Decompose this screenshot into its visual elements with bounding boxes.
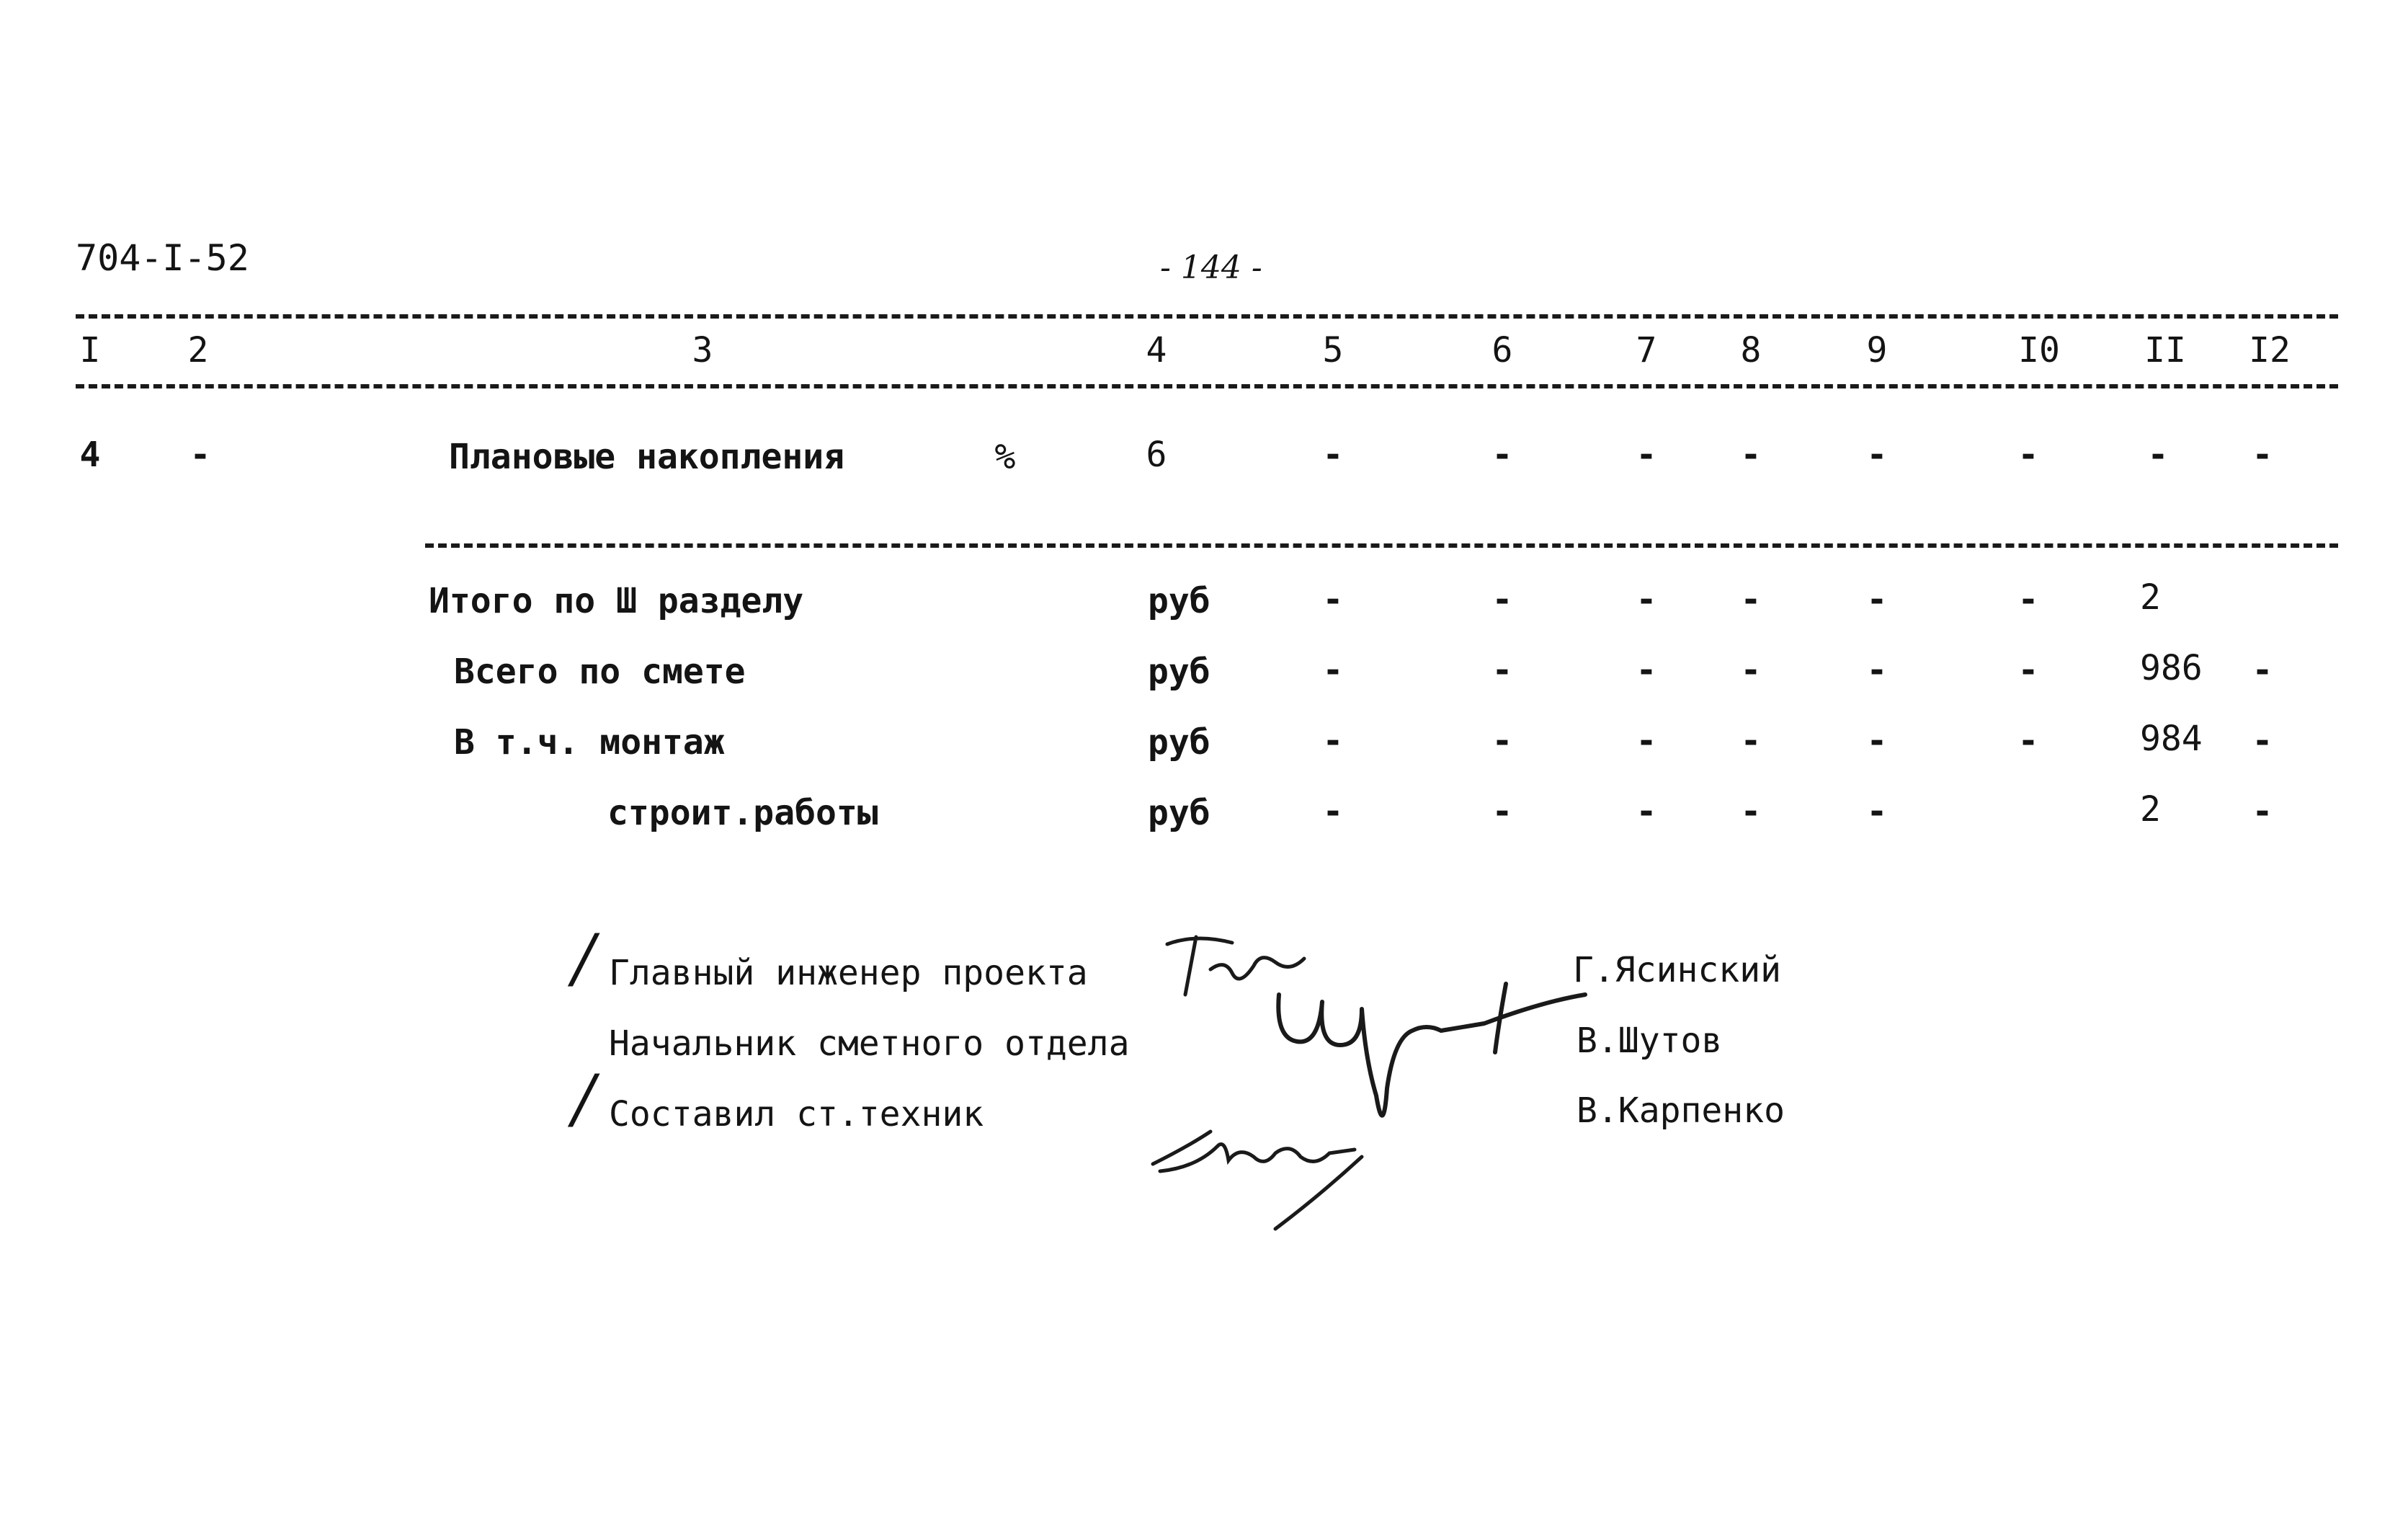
- construction-col7: -: [1636, 791, 1657, 832]
- row-col6: -: [1491, 435, 1513, 475]
- row-col12: -: [2252, 435, 2273, 475]
- estimate-head-title: Начальник сметного отдела: [609, 1023, 1130, 1064]
- row-col11: -: [2147, 435, 2169, 475]
- totals-unit: руб: [1148, 581, 1210, 621]
- construction-col11: 2: [2140, 789, 2161, 830]
- grand-total-col10: -: [2017, 650, 2039, 690]
- installation-label: В т.ч. монтаж: [454, 722, 725, 763]
- column-header-9: 9: [1866, 330, 1888, 370]
- construction-col8: -: [1740, 791, 1762, 832]
- construction-col6: -: [1491, 791, 1513, 832]
- row-col8: -: [1740, 435, 1762, 475]
- chief-engineer-name: Г.Ясинский: [1573, 950, 1781, 990]
- column-header-11: II: [2144, 330, 2186, 370]
- construction-col9: -: [1866, 791, 1888, 832]
- construction-col5: -: [1322, 791, 1344, 832]
- grand-total-col7: -: [1636, 650, 1657, 690]
- column-header-1: I: [79, 330, 101, 370]
- totals-rule: [425, 543, 2338, 548]
- grand-total-col5: -: [1322, 650, 1344, 690]
- totals-col10: -: [2017, 579, 2039, 620]
- construction-unit: руб: [1148, 793, 1210, 833]
- column-header-10: I0: [2018, 330, 2060, 370]
- grand-total-label: Всего по смете: [454, 652, 746, 692]
- page-number: - 144 -: [1160, 249, 1262, 286]
- header-bottom-rule: [76, 384, 2338, 388]
- installation-col6: -: [1491, 721, 1513, 761]
- compiler-check-mark: /: [573, 1061, 595, 1137]
- grand-total-col8: -: [1740, 650, 1762, 690]
- grand-total-unit: руб: [1148, 652, 1210, 692]
- column-header-12: I2: [2249, 330, 2291, 370]
- header-top-rule: [76, 314, 2338, 319]
- grand-total-col6: -: [1491, 650, 1513, 690]
- column-header-4: 4: [1146, 330, 1167, 370]
- row-col2: -: [189, 435, 211, 475]
- column-header-8: 8: [1740, 330, 1762, 370]
- column-header-6: 6: [1491, 330, 1513, 370]
- totals-col8: -: [1740, 579, 1762, 620]
- compiler-name: В.Карпенко: [1577, 1090, 1785, 1131]
- row-col10: -: [2017, 435, 2039, 475]
- installation-unit: руб: [1148, 722, 1210, 763]
- column-header-3: 3: [692, 330, 713, 370]
- installation-col7: -: [1636, 721, 1657, 761]
- grand-total-col12: -: [2252, 650, 2273, 690]
- grand-total-col9: -: [1866, 650, 1888, 690]
- grand-total-col11: 986: [2140, 648, 2203, 688]
- construction-col12: -: [2252, 791, 2273, 832]
- totals-col11: 2: [2140, 577, 2161, 618]
- totals-col5: -: [1322, 579, 1344, 620]
- compiler-title: Составил ст.техник: [609, 1094, 984, 1134]
- row-col7: -: [1636, 435, 1657, 475]
- row-col9: -: [1866, 435, 1888, 475]
- row-unit: %: [994, 437, 1016, 477]
- row-col5: -: [1322, 435, 1344, 475]
- totals-col7: -: [1636, 579, 1657, 620]
- column-header-5: 5: [1322, 330, 1344, 370]
- estimate-head-name: В.Шутов: [1577, 1021, 1723, 1061]
- totals-col6: -: [1491, 579, 1513, 620]
- row-number: 4: [79, 435, 101, 475]
- construction-label: строит.работы: [607, 793, 878, 833]
- installation-col11: 984: [2140, 719, 2203, 759]
- installation-col10: -: [2017, 721, 2039, 761]
- row-name: Плановые накопления: [449, 437, 845, 477]
- signature-check-mark: /: [573, 920, 595, 996]
- row-col4: 6: [1146, 435, 1167, 475]
- totals-label: Итого по Ш разделу: [429, 581, 804, 621]
- document-code: 704-I-52: [76, 237, 249, 279]
- column-header-7: 7: [1636, 330, 1657, 370]
- installation-col9: -: [1866, 721, 1888, 761]
- column-header-2: 2: [187, 330, 209, 370]
- installation-col5: -: [1322, 721, 1344, 761]
- installation-col12: -: [2252, 721, 2273, 761]
- totals-col9: -: [1866, 579, 1888, 620]
- chief-engineer-title: Главный инженер проекта: [609, 953, 1088, 993]
- installation-col8: -: [1740, 721, 1762, 761]
- compiler-signature: [1146, 1103, 1383, 1232]
